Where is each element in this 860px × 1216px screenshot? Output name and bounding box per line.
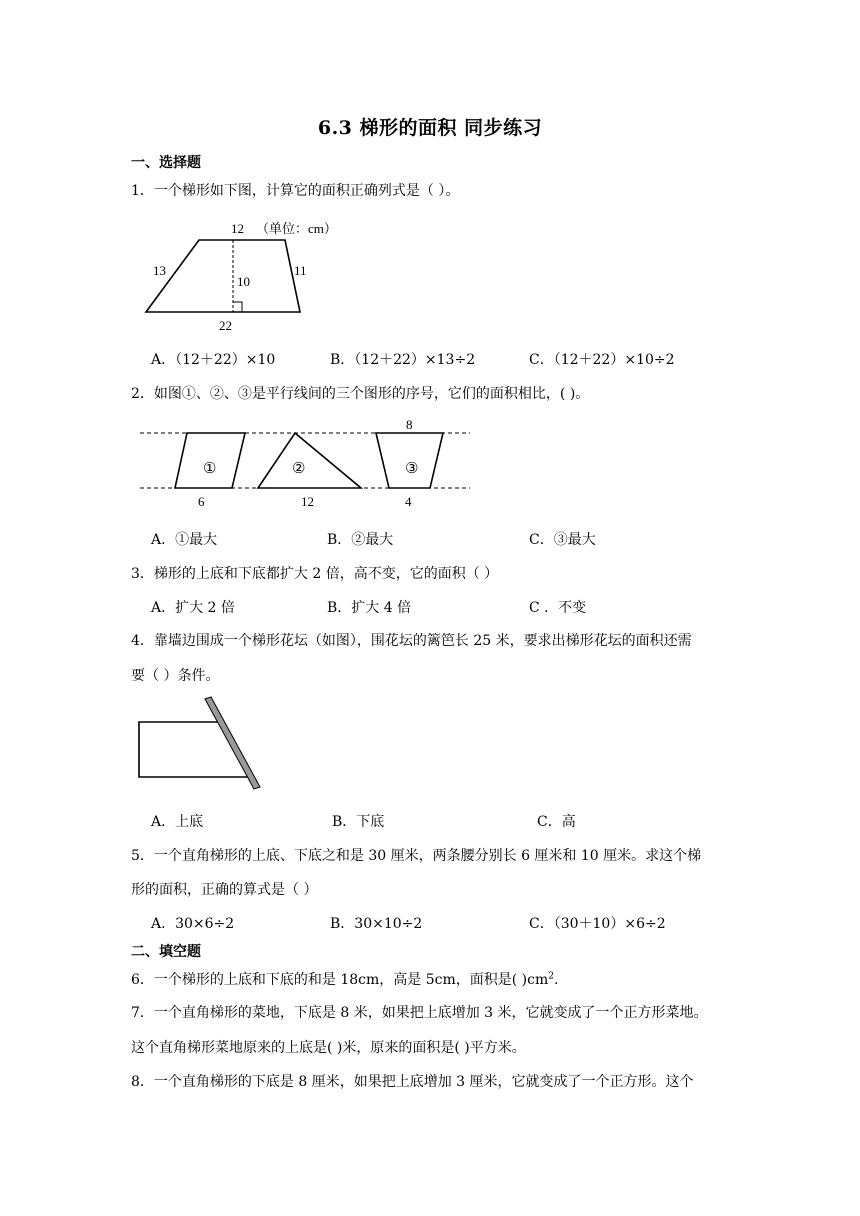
question-6-superscript: 2 xyxy=(548,971,554,982)
q1-option-a: A．（12＋22）×10 xyxy=(151,352,276,368)
label-right-side: 11 xyxy=(294,263,307,278)
label-base-2: 12 xyxy=(301,494,314,509)
question-7-line-1: 7．一个直角梯形的菜地，下底是 8 米，如果把上底增加 3 米，它就变成了一个正方形菜地。 xyxy=(131,1005,708,1021)
question-4-line-1: 4．靠墙边围成一个梯形花坛（如图），围花坛的篱笆长 25 米，要求出梯形花坛的面积还需 xyxy=(131,633,692,649)
q4-option-b: B．下底 xyxy=(332,814,385,830)
q5-option-a: A．30×6÷2 xyxy=(151,916,235,932)
question-6-end: . xyxy=(554,972,559,988)
question-4-line-2: 要（ ）条件。 xyxy=(131,668,220,684)
shape-1-label: ① xyxy=(203,461,217,477)
question-6-text: 6．一个梯形的上底和下底的和是 18cm，高是 5cm，面积是( )cm xyxy=(131,972,549,988)
question-8-line-1: 8．一个直角梯形的下底是 8 厘米，如果把上底增加 3 厘米，它就变成了一个正方形。这个 xyxy=(131,1074,694,1090)
section-choice-heading: 一、选择题 xyxy=(131,155,201,171)
label-top-3: 8 xyxy=(406,417,413,432)
q2-option-a: A．①最大 xyxy=(151,532,218,548)
shape-2-label: ② xyxy=(292,461,306,477)
page-title: 6.3 梯形的面积 同步练习 xyxy=(317,117,543,139)
q3-option-c: C ．不变 xyxy=(529,600,587,616)
question-1: 1．一个梯形如下图，计算它的面积正确列式是（ ）。 xyxy=(131,183,460,199)
fence-outline xyxy=(139,722,248,777)
question-6 xyxy=(131,969,558,989)
label-height: 10 xyxy=(237,274,250,289)
section-fill-heading: 二、填空题 xyxy=(131,944,201,960)
label-top-base: 12 xyxy=(231,221,244,236)
q1-option-b: B．（12＋22）×13÷2 xyxy=(330,352,476,368)
label-base-3: 4 xyxy=(405,494,412,509)
question-7-line-2: 这个直角梯形菜地原来的上底是( )米，原来的面积是( )平方米。 xyxy=(131,1040,526,1056)
q4-option-c: C．高 xyxy=(537,814,576,830)
q4-option-a: A．上底 xyxy=(151,814,204,830)
q3-option-a: A．扩大 2 倍 xyxy=(151,600,235,616)
shape-3-label: ③ xyxy=(405,461,419,477)
question-3: 3．梯形的上底和下底都扩大 2 倍，高不变，它的面积（ ） xyxy=(131,566,499,582)
label-left-side: 13 xyxy=(153,263,166,278)
label-bottom-base: 22 xyxy=(219,318,232,333)
label-unit: （单位：cm） xyxy=(256,221,337,236)
q5-option-b: B．30×10÷2 xyxy=(330,916,423,932)
question-5-line-2: 形的面积，正确的算式是（ ） xyxy=(131,882,318,898)
question-2: 2．如图①、②、③是平行线间的三个图形的序号，它们的面积相比，( )。 xyxy=(131,386,590,402)
q1-option-c: C．（12＋22）×10÷2 xyxy=(529,352,675,368)
q5-option-c: C．（30＋10）×6÷2 xyxy=(529,916,666,932)
wall-shape xyxy=(205,697,260,789)
q2-option-b: B．②最大 xyxy=(327,532,394,548)
label-base-1: 6 xyxy=(198,494,205,509)
question-5-line-1: 5．一个直角梯形的上底、下底之和是 30 厘米，两条腰分别长 6 厘米和 10 厘米。求这个梯 xyxy=(131,848,702,864)
q3-option-b: B．扩大 4 倍 xyxy=(327,600,412,616)
q2-option-c: C．③最大 xyxy=(529,532,596,548)
